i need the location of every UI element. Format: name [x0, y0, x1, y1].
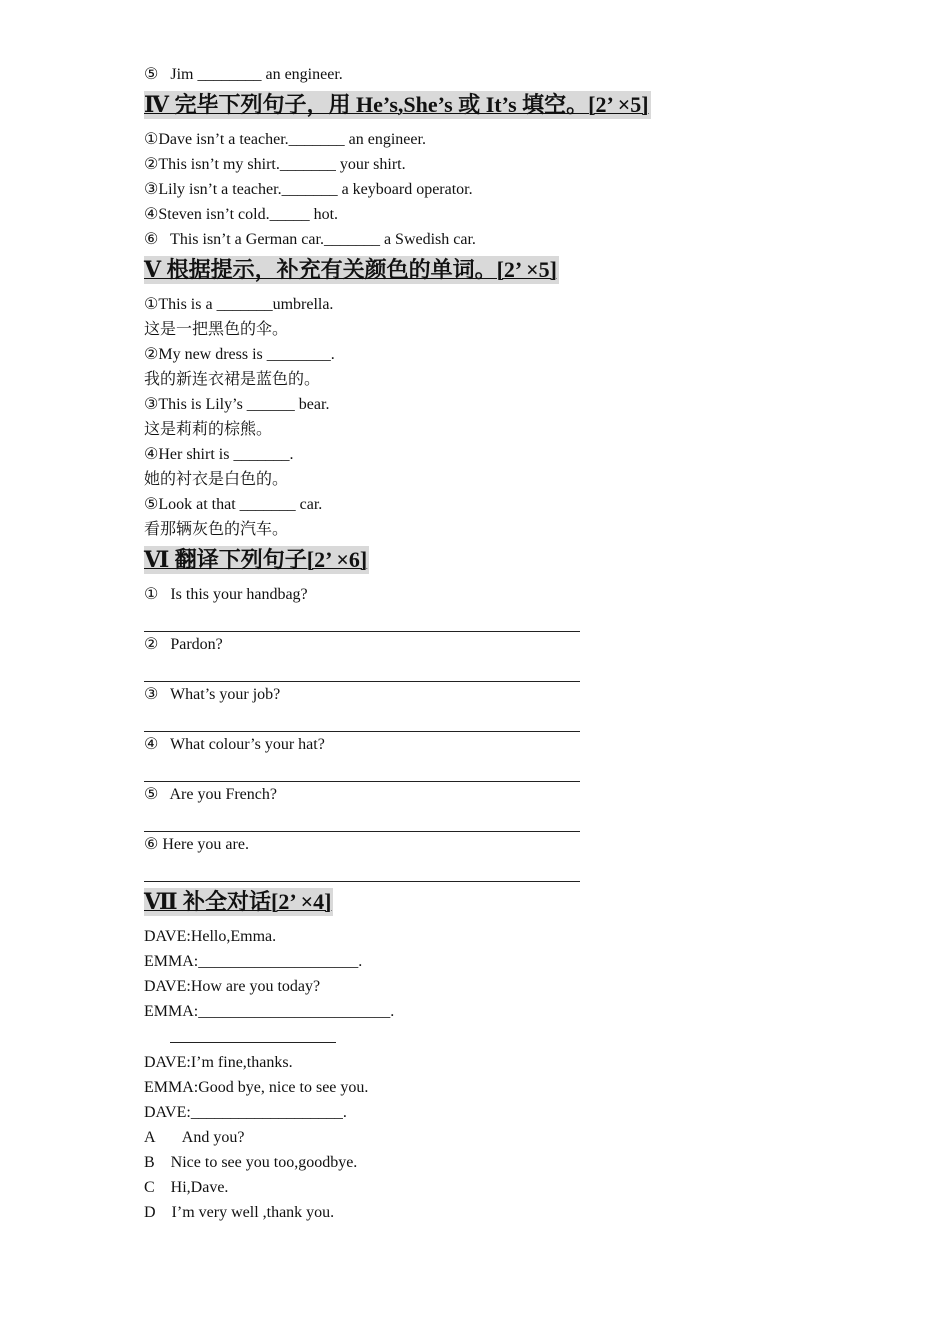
answer-line[interactable]	[144, 857, 580, 882]
section4-heading: Ⅳ 完毕下列句子，用 He’s,She’s 或 It’s 填空。[2’ ×5]	[144, 92, 649, 117]
section5-item-zh: 我的新连衣裙是蓝色的。	[144, 371, 321, 388]
section5-heading: Ⅴ 根据提示，补充有关颜色的单词。[2’ ×5]	[144, 257, 557, 282]
section6-question: ① Is this your handbag?	[144, 586, 308, 603]
section5-item-zh: 这是莉莉的棕熊。	[144, 421, 273, 438]
dialog-line: DAVE:I’m fine,thanks.	[144, 1054, 293, 1071]
section6-question: ② Pardon?	[144, 636, 223, 653]
section4-item: ④Steven isn’t cold._____ hot.	[144, 206, 339, 223]
section5-list	[144, 292, 824, 542]
section7-options	[144, 1125, 824, 1225]
section7-heading: Ⅶ 补全对话[2’ ×4]	[144, 889, 332, 914]
option-d: D I’m very well ,thank you.	[144, 1204, 335, 1221]
answer-line[interactable]	[144, 657, 580, 682]
section5-item-en: ⑤Look at that _______ car.	[144, 496, 323, 513]
section6-question: ⑤ Are you French?	[144, 786, 277, 803]
section3-item-5: ⑤ Jim ________ an engineer.	[144, 66, 343, 83]
worksheet-page	[144, 62, 824, 1225]
section7-dialog	[144, 924, 824, 1125]
section6-question: ③ What’s your job?	[144, 686, 281, 703]
section5-item-en: ④Her shirt is _______.	[144, 446, 294, 463]
dialog-line: DAVE:___________________.	[144, 1104, 347, 1121]
section4-item: ②This isn’t my shirt._______ your shirt.	[144, 156, 406, 173]
option-b: B Nice to see you too,goodbye.	[144, 1154, 358, 1171]
option-a: A And you?	[144, 1129, 245, 1146]
section4-item: ③Lily isn’t a teacher._______ a keyboard operator.	[144, 181, 473, 198]
section5-item-en: ①This is a _______umbrella.	[144, 296, 334, 313]
section6-question: ⑥ Here you are.	[144, 836, 249, 853]
answer-line[interactable]	[144, 757, 580, 782]
section5-item-en: ②My new dress is ________.	[144, 346, 335, 363]
blank-rule	[170, 1028, 336, 1043]
section5-item-zh: 这是一把黑色的伞。	[144, 321, 289, 338]
section6-heading: Ⅵ 翻译下列句子[2’ ×6]	[144, 547, 368, 572]
answer-line[interactable]	[144, 607, 580, 632]
section4-item: ⑥ This isn’t a German car._______ a Swedish car.	[144, 231, 476, 248]
dialog-line: EMMA:Good bye, nice to see you.	[144, 1079, 369, 1096]
section5-item-zh: 她的衬衣是白色的。	[144, 471, 289, 488]
section6-list	[144, 582, 824, 882]
section6-question: ④ What colour’s your hat?	[144, 736, 325, 753]
option-c: C Hi,Dave.	[144, 1179, 229, 1196]
dialog-line: DAVE:Hello,Emma.	[144, 928, 277, 945]
section4-item: ①Dave isn’t a teacher._______ an engineer.	[144, 131, 426, 148]
section5-item-zh: 看那辆灰色的汽车。	[144, 521, 289, 538]
section4-list	[144, 127, 824, 252]
dialog-line: EMMA:____________________.	[144, 953, 363, 970]
section5-item-en: ③This is Lily’s ______ bear.	[144, 396, 330, 413]
answer-line[interactable]	[144, 807, 580, 832]
answer-line[interactable]	[144, 707, 580, 732]
dialog-line: DAVE:How are you today?	[144, 978, 321, 995]
dialog-line: EMMA:________________________.	[144, 1003, 395, 1020]
